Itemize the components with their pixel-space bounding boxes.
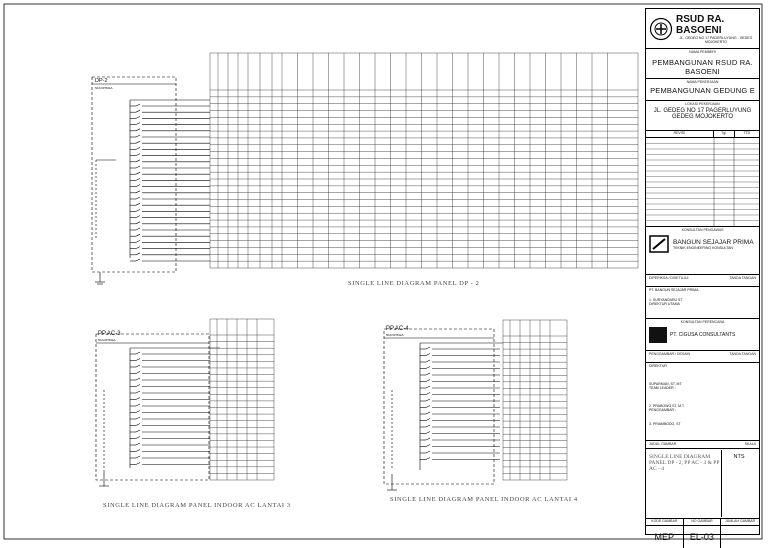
hospital-address: JL. GEDEG NO 17 PAGERLUYUNG - GEDEG MOJOKERTO: [679, 35, 753, 44]
director2-label: DIREKTUR: [649, 364, 667, 368]
director-row: [646, 287, 759, 319]
contractor-name: PT. CIGUSA CONSULTANTS: [670, 332, 736, 338]
consultant-name: BANGUN SEJAJAR PRIMA: [673, 238, 754, 246]
hospital-header: [646, 9, 759, 49]
contractor-label: KONSULTAN PERENCANA: [680, 320, 725, 324]
consultant-sub: TEKNIK ENGINEERING KONSULTAN: [673, 245, 733, 250]
checked-row: [646, 275, 759, 287]
ac3-diagram: [96, 334, 220, 486]
dp2-panel-rating: 50A/3P/50kA: [95, 86, 113, 90]
ac4-diagram: [384, 329, 503, 490]
project-row: [646, 49, 759, 79]
work-name: PEMBANGUNAN GEDUNG E: [650, 86, 755, 95]
hospital-logo-icon: [649, 17, 673, 41]
number-label: NO GAMBAR: [684, 519, 722, 525]
director-role: DIREKTUR UTAMA: [649, 302, 680, 306]
location-row: [646, 101, 759, 131]
dp2-diagram: [92, 77, 210, 284]
team-leader-label: TEAM LEADER :: [649, 386, 676, 390]
ac3-panel-label: PP.AC-3: [98, 331, 121, 337]
sheet-count-label: JUMLAH GAMBAR: [725, 519, 756, 523]
drawn-label: PENGGAMBAR / DESAIN: [649, 352, 691, 356]
consultant-row: [646, 227, 759, 275]
drawing-number: EL-03: [684, 526, 722, 548]
drawing-code: MEP: [646, 526, 684, 548]
revision-label: REVISI: [646, 131, 714, 137]
dp2-panel-label: DP-2: [95, 78, 108, 84]
caption-ac4: SINGLE LINE DIAGRAM PANEL INDOOR AC LANTAI 4: [390, 496, 578, 503]
consultant-label: KONSULTAN PENGAWAS: [681, 228, 724, 232]
location-label: LOKASI PEKERJAAN: [685, 102, 720, 106]
company-label: PT. BANGUN SEJAJAR PRIMA: [649, 288, 699, 292]
ac4-table: [503, 320, 567, 480]
caption-dp2: SINGLE LINE DIAGRAM PANEL DP - 2: [348, 280, 480, 287]
drafter-label: PENGGAMBAR :: [649, 408, 677, 412]
contractor-row: [646, 319, 759, 351]
caption-ac3: SINGLE LINE DIAGRAM PANEL INDOOR AC LANTAI 3: [103, 502, 291, 509]
director-name: 1. SURYANDARU ST: [649, 298, 683, 302]
drawing-title: SINGLE LINE DIAGRAM PANEL DP - 2, PP AC - 3 & PP AC - 4: [649, 450, 722, 517]
revision-sign-label: TTD: [743, 131, 751, 135]
drawing-title-row: [646, 449, 759, 519]
signature-label: TANDA TANGAN: [729, 276, 756, 280]
drawn-row: [646, 351, 759, 363]
code-row: [646, 526, 759, 548]
team-name2: 2. PRABOWO ST, M.T: [649, 404, 685, 408]
scale-value: NTS: [733, 454, 745, 460]
scale-label: SKALA: [744, 442, 756, 446]
location-text: JL. GEDEG NO 17 PAGERLUYUNG GEDEG MOJOKERTO: [653, 108, 752, 120]
checked-label: DIPERIKSA / DISETUJUI: [649, 276, 689, 280]
contractor-logo-icon: [649, 327, 667, 343]
revision-table: [646, 131, 759, 227]
team-name3: 3. PRIAMBODO, ST: [649, 422, 681, 426]
drawn-signature-label: TANDA TANGAN: [729, 352, 756, 356]
revision-date-label: Tgl: [714, 131, 735, 137]
team-row: [646, 363, 759, 441]
dp2-table: [210, 53, 638, 268]
drawing-title-header: [646, 441, 759, 449]
work-row: [646, 79, 759, 101]
owner-label: NAMA PEMBERI: [689, 50, 716, 54]
sheet-count: [721, 526, 759, 548]
hospital-name: RSUD RA. BASOENI: [676, 13, 725, 36]
team-name1: SUPARMAN, ST, MT: [649, 382, 682, 386]
drawing-title-label: JUDUL GAMBAR: [649, 442, 677, 446]
ac3-panel-rating: 50A/3P/50kA: [98, 338, 116, 342]
consultant-logo-icon: [649, 235, 669, 253]
ac4-panel-rating: 50A/3P/50kA: [386, 333, 404, 337]
project-name: PEMBANGUNAN RSUD RA. BASOENI: [652, 58, 753, 76]
ac3-table: [210, 319, 274, 480]
code-label: KODE GAMBAR: [646, 519, 684, 525]
revision-grid: [646, 138, 759, 226]
title-block: [645, 8, 760, 542]
work-label: NAMA PEKERJAAN: [686, 80, 719, 84]
ac4-panel-label: PP.AC-4: [386, 326, 409, 332]
code-header: [646, 519, 759, 526]
